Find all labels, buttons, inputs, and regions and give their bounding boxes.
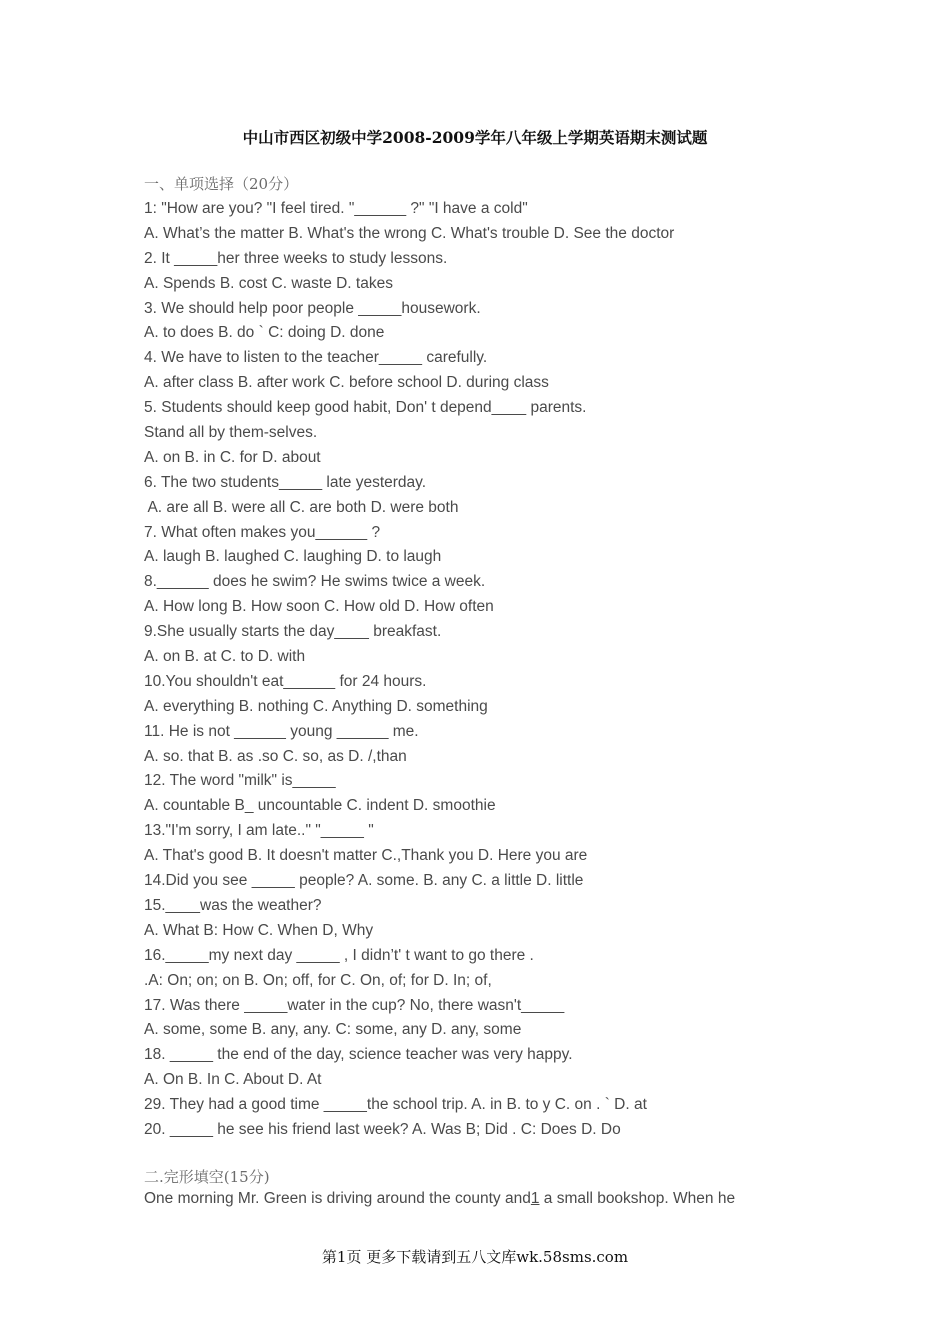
document-title: 中山市西区初级中学2008-2009学年八年级上学期英语期末测试题 — [242, 128, 708, 147]
question-line: A. some, some B. any, any. C: some, any D. any, some — [144, 1021, 522, 1039]
question-line: A. so. that B. as .so C. so, as D. /,than — [144, 747, 407, 765]
question-line: 4. We have to listen to the teacher_____ carefully. — [144, 349, 488, 367]
question-line: 29. They had a good time _____the school trip. A. in B. to y C. on . ` D. at — [144, 1096, 647, 1114]
section-1-heading: 一、单项选择（20分） — [144, 175, 299, 193]
question-line: 17. Was there _____water in the cup? No, there wasn't_____ — [144, 996, 565, 1014]
question-line: 8.______ does he swim? He swims twice a week. — [144, 573, 486, 591]
question-line: 11. He is not ______ young ______ me. — [144, 722, 419, 740]
question-line: 20. _____ he see his friend last week? A. Was B; Did . C: Does D. Do — [144, 1120, 621, 1138]
page-footer: 第1页 更多下载请到五八文库wk.58sms.com — [321, 1248, 629, 1266]
cloze-passage — [144, 1190, 735, 1208]
question-line: A. How long B. How soon C. How old D. How often — [144, 598, 494, 616]
question-line: A. On B. In C. About D. At — [144, 1071, 322, 1089]
question-line: 3. We should help poor people _____housework. — [144, 299, 481, 317]
question-line: 1: "How are you? "I feel tired. "______ ?" "I have a cold" — [144, 200, 528, 217]
question-line: A. countable B_ uncountable C. indent D. smoothie — [144, 797, 496, 815]
question-line: A. What B: How C. When D, Why — [144, 921, 374, 939]
question-line: A. after class B. after work C. before school D. during class — [144, 374, 549, 392]
question-line: 15.____was the weather? — [144, 896, 322, 914]
question-line: 14.Did you see _____ people? A. some. B. any C. a little D. little — [144, 872, 584, 890]
section-2-heading: 二.完形填空(15分) — [144, 1168, 270, 1186]
passage-text-before: One morning Mr. Green is driving around the county and — [144, 1190, 531, 1207]
question-line: A. What’s the matter B. What's the wrong C. What's trouble D. See the doctor — [144, 224, 675, 242]
question-line: .A: On; on; on B. On; off, for C. On, of; for D. In; of, — [144, 971, 492, 989]
question-line: Stand all by them-selves. — [144, 424, 318, 442]
question-line: A. on B. at C. to D. with — [144, 648, 306, 666]
question-line: A. on B. in C. for D. about — [144, 448, 321, 466]
blank-number: 1 — [530, 1190, 540, 1207]
question-line: A. Spends B. cost C. waste D. takes — [144, 274, 393, 292]
question-line: 9.She usually starts the day____ breakfast. — [144, 623, 442, 641]
question-line: A. are all B. were all C. are both D. were both — [144, 498, 459, 516]
question-line: 16._____my next day _____ , I didn’t' t want to go there . — [144, 946, 534, 964]
question-line: A. to does B. do ` C: doing D. done — [144, 324, 385, 342]
question-line: 5. Students should keep good habit, Don' t depend____ parents. — [144, 399, 587, 417]
question-line: 13."I'm sorry, I am late.." "_____ " — [144, 822, 374, 840]
question-line: 7. What often makes you______ ? — [144, 523, 381, 541]
question-line: A. That's good B. It doesn't matter C.,Thank you D. Here you are — [144, 847, 588, 865]
section-1-questions — [144, 197, 824, 1143]
question-line: A. everything B. nothing C. Anything D. something — [144, 697, 488, 715]
question-line: 18. _____ the end of the day, science teacher was very happy. — [144, 1046, 573, 1064]
question-line: 6. The two students_____ late yesterday. — [144, 473, 427, 491]
passage-text-after: a small bookshop. When he — [539, 1190, 736, 1207]
question-line: A. laugh B. laughed C. laughing D. to laugh — [144, 548, 442, 566]
question-line: 12. The word "milk" is_____ — [144, 772, 336, 790]
question-line: 2. It _____her three weeks to study lessons. — [144, 249, 448, 267]
question-line: 10.You shouldn't eat______ for 24 hours. — [144, 672, 427, 690]
